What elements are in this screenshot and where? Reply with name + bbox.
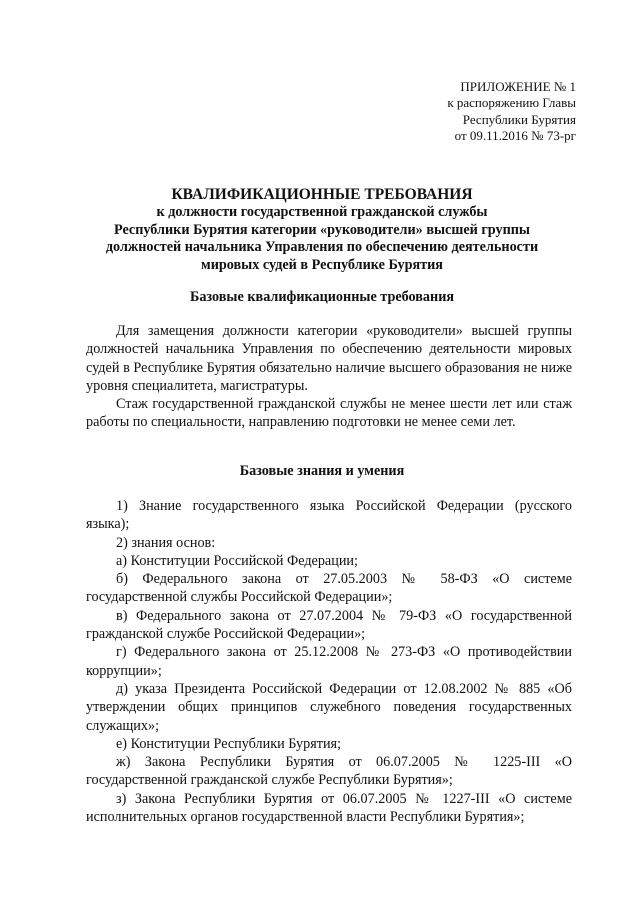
title-line: должностей начальника Управления по обеспечению деятельности bbox=[105, 239, 539, 255]
approval-line: к распоряжению Главы bbox=[447, 95, 576, 111]
section-heading: Базовые квалификационные требования bbox=[189, 289, 455, 305]
list-item: 2) знания основ: bbox=[116, 534, 216, 551]
approval-line: Республики Бурятия bbox=[462, 111, 576, 127]
list-item: а) Конституции Российской Федерации; bbox=[116, 552, 358, 569]
paragraph: Для замещения должности категории «руководители» высшей группы должностей начальника Управления по обеспечению деятельности мировых судей в Республике Бурятия обязательно наличие высшего образования не ниже уровня специалитета, магистратуры. bbox=[86, 323, 572, 394]
list-item: з) Закона Республики Бурятия от 06.07.2005 № 1227-III «О системе исполнительных органов государственной власти Республики Бурятия»; bbox=[86, 790, 572, 826]
approval-block bbox=[447, 79, 576, 144]
title-line: мировых судей в Республике Бурятия bbox=[201, 256, 443, 273]
list-item: г) Федерального закона от 25.12.2008 № 273-ФЗ «О противодействии коррупции»; bbox=[86, 644, 572, 679]
list-item: е) Конституции Республики Бурятия; bbox=[116, 735, 342, 752]
approval-line: ПРИЛОЖЕНИЕ № 1 bbox=[460, 79, 576, 94]
paragraph: Стаж государственной гражданской службы не менее шести лет или стаж работы по специальности, направлению подготовки не менее семи лет. bbox=[86, 396, 572, 431]
section-body bbox=[86, 322, 572, 432]
list-item: ж) Закона Республики Бурятия от 06.07.2005 № 1225-III «О государственной гражданской службе Республики Бурятия»; bbox=[86, 754, 572, 789]
approval-line: от 09.11.2016 № 73-рг bbox=[454, 127, 576, 143]
list-item: б) Федерального закона от 27.05.2003 № 58-ФЗ «О системе государственной службы Российской Федерации»; bbox=[86, 571, 572, 606]
list-item: 1) Знание государственного языка Российской Федерации (русского языка); bbox=[86, 498, 572, 533]
section-list bbox=[86, 497, 572, 826]
document-title bbox=[72, 186, 572, 274]
title-main: КВАЛИФИКАЦИОННЫЕ ТРЕБОВАНИЯ bbox=[171, 186, 473, 203]
title-line: к должности государственной гражданской службы bbox=[156, 204, 488, 220]
list-item: д) указа Президента Российской Федерации от 12.08.2002 № 885 «Об утверждении общих принципов служебного поведения государственных служащих»; bbox=[86, 680, 572, 734]
section-heading: Базовые знания и умения bbox=[239, 463, 405, 479]
list-item: в) Федерального закона от 27.07.2004 № 79-ФЗ «О государственной гражданской службе Российской Федерации»; bbox=[86, 607, 572, 643]
title-line: Республики Бурятия категории «руководители» высшей группы bbox=[113, 221, 531, 238]
